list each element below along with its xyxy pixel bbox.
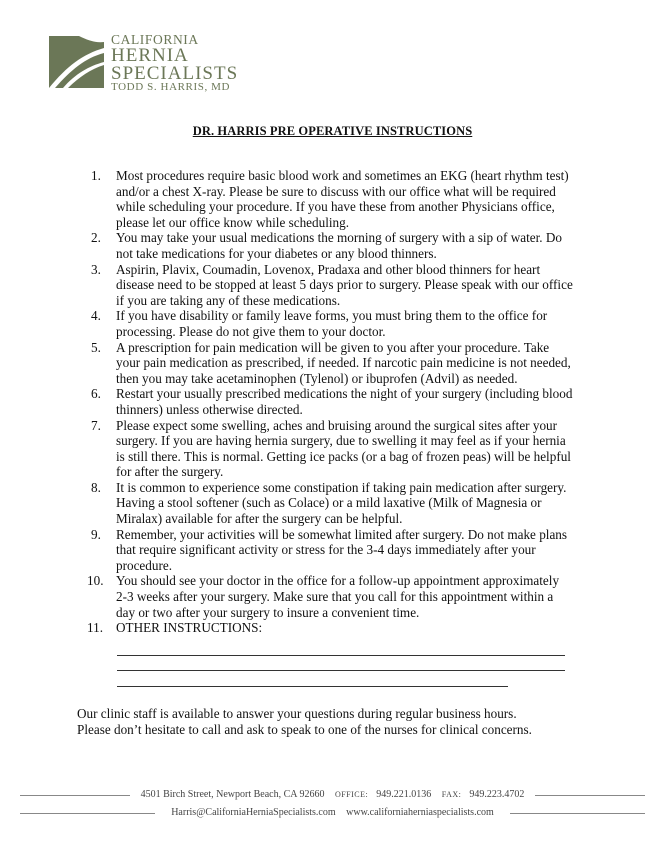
list-item [91, 308, 573, 339]
closing-line-1: Our clinic staff is available to answer your questions during regular business hours. [77, 706, 517, 721]
fax-phone: 949.223.4702 [469, 789, 525, 800]
item-number: 10. [87, 573, 104, 589]
item-number: 1. [91, 168, 101, 183]
footer-email: Harris@CaliforniaHerniaSpecialists.com [171, 807, 336, 818]
blank-line [117, 686, 508, 687]
item-number: 11. [87, 620, 103, 636]
closing-line-2: Please don’t hesitate to call and ask to speak to one of the nurses for clinical concerns. [77, 721, 532, 737]
list-item [91, 386, 573, 417]
item-number: 7. [91, 417, 101, 433]
list-item [91, 168, 573, 230]
list-item [91, 230, 573, 261]
office-label: OFFICE: [334, 790, 369, 799]
logo-mark-icon [49, 36, 104, 88]
logo-line-1: CALIFORNIA [111, 32, 199, 47]
list-item [87, 573, 573, 620]
fax-label: FAX: [441, 790, 462, 799]
item-text: OTHER INSTRUCTIONS: [116, 620, 263, 636]
list-item [91, 418, 573, 480]
blank-line [117, 670, 565, 671]
clinic-logo [49, 31, 249, 95]
list-item [91, 480, 573, 527]
closing-note [77, 706, 597, 737]
footer-address: 4501 Birch Street, Newport Beach, CA 92660 [140, 789, 325, 800]
logo-line-3: SPECIALISTS [111, 63, 239, 84]
footer-website: www.californiaherniaspecialists.com [346, 807, 494, 818]
item-text: Please expect some swelling, aches and bruising around the surgical sites after your surgery. If you are having hernia surgery, due to swelling it may feel as if your hernia is still there. This is normal. Getting ice packs (or a bag of frozen peas) will be helpful for after the surgery. [116, 417, 571, 480]
item-number: 3. [91, 261, 101, 277]
instructions-list [87, 168, 573, 636]
item-text: You may take your usual medications the morning of surgery with a sip of water. Do not take medications for your diabetes or any blood thinners. [116, 230, 562, 261]
office-phone: 949.221.0136 [376, 789, 432, 800]
item-number: 4. [91, 308, 101, 324]
item-text: A prescription for pain medication will be given to you after your procedure. Take your pain medication as prescribed, if needed. If narcotic pain medicine is not needed, then you may take acetaminophen (Tylenol) or ibuprofen (Advil) as needed. [116, 339, 571, 386]
list-item [91, 340, 573, 387]
item-number: 5. [91, 339, 101, 355]
item-text: If you have disability or family leave forms, you must bring them to the office for processing. Please do not give them to your doctor. [116, 308, 548, 339]
blank-line [117, 655, 565, 656]
item-number: 8. [91, 479, 101, 495]
list-item [91, 262, 573, 309]
item-number: 2. [91, 230, 101, 246]
item-text: You should see your doctor in the office for a follow-up appointment approximately 2-3 weeks after your surgery. Make sure that you call for this appointment within a day or two after your surgery to insure a convenient time. [116, 573, 560, 620]
footer-contact-line [0, 789, 665, 800]
footer-web-line [0, 807, 665, 818]
logo-line-2: HERNIA [111, 45, 189, 66]
list-item [91, 527, 573, 574]
item-text: Restart your usually prescribed medications the night of your surgery (including blood thinners) unless otherwise directed. [116, 386, 573, 417]
logo-line-4: TODD S. HARRIS, MD [111, 81, 231, 93]
item-number: 6. [91, 386, 101, 402]
page-title: DR. HARRIS PRE OPERATIVE INSTRUCTIONS [192, 124, 473, 138]
item-text: Most procedures require basic blood work and sometimes an EKG (heart rhythm test) and/or a chest X-ray. Please be sure to discuss with our office what will be required while scheduling your procedure. If you have these from another Physicians office, please let our office know while scheduling. [116, 168, 569, 230]
item-number: 9. [91, 526, 101, 542]
item-text: It is common to experience some constipation if taking pain medication after surgery. Having a stool softener (such as Colace) or a mild laxative (Milk of Magnesia or Miralax) available for after the surgery can be helpful. [116, 479, 567, 527]
list-item [87, 620, 573, 636]
item-text: Remember, your activities will be somewhat limited after surgery. Do not make plans that require significant activity or stress for the 3-4 days immediately after your procedure. [116, 526, 568, 573]
item-text: Aspirin, Plavix, Coumadin, Lovenox, Pradaxa and other blood thinners for heart disease need to be stopped at least 5 days prior to surgery. Please speak with our office if you are taking any of these medications. [116, 261, 573, 308]
